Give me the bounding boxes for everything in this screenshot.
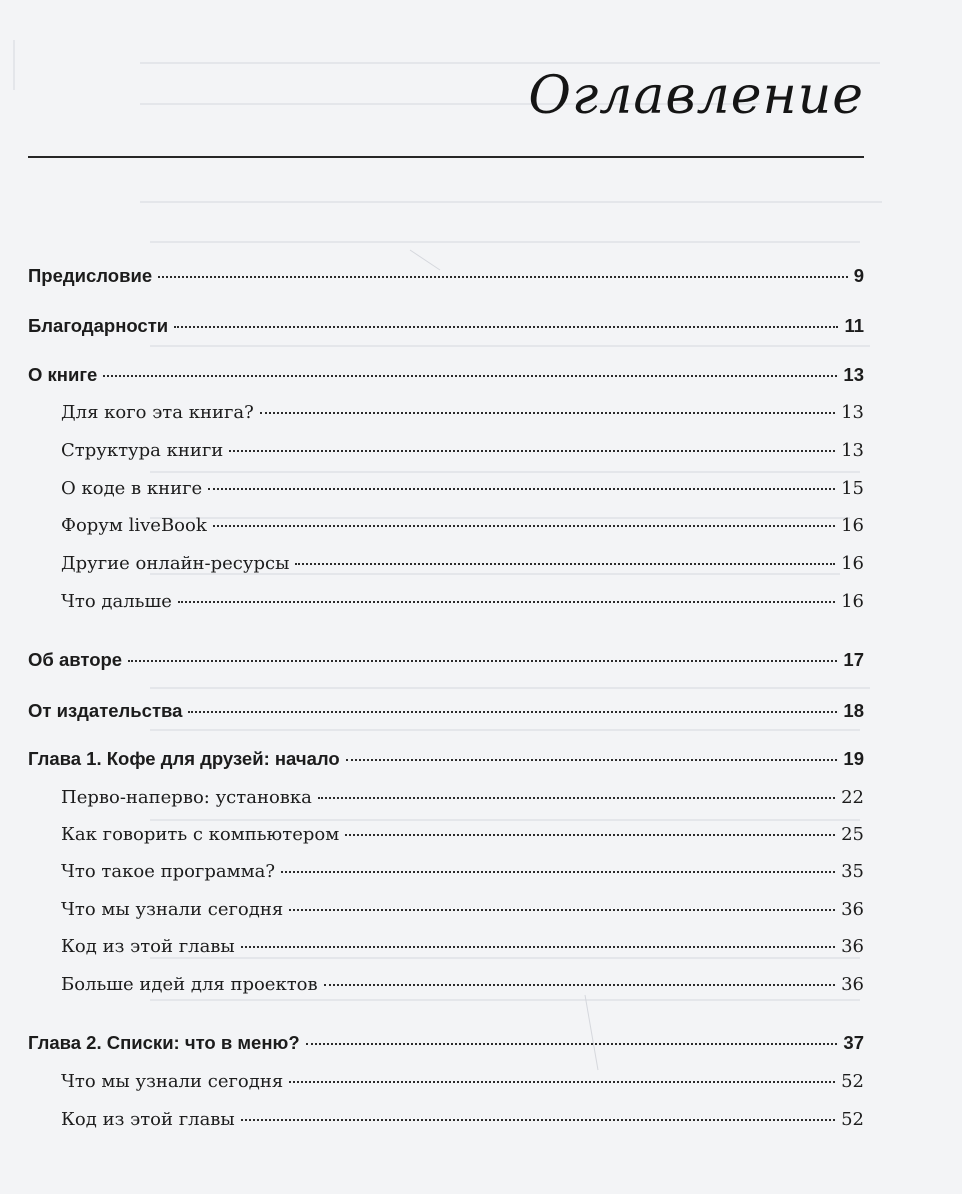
toc-entry-page: 15: [841, 478, 864, 499]
toc-entry-page: 13: [841, 440, 864, 461]
toc-subentry[interactable]: [61, 554, 864, 574]
toc-entry-label: Предисловие: [28, 265, 153, 286]
dot-leader: [295, 563, 835, 565]
toc-entry-chapter-1[interactable]: [28, 749, 864, 769]
toc-entry-label: О коде в книге: [61, 478, 203, 499]
dot-leader: [289, 1081, 835, 1083]
dot-leader: [213, 525, 835, 527]
toc-subentry[interactable]: [61, 937, 864, 957]
dot-leader: [208, 488, 835, 490]
toc-entry-about-book[interactable]: [28, 365, 864, 385]
toc-subentry[interactable]: [61, 1072, 864, 1092]
dot-leader: [128, 660, 837, 662]
dot-leader: [306, 1043, 838, 1045]
toc-entry-page: 16: [841, 553, 864, 574]
toc-subentry[interactable]: [61, 900, 864, 920]
toc-entry-page: 25: [841, 824, 864, 845]
toc-entry-label: Благодарности: [28, 315, 169, 336]
dot-leader: [241, 946, 835, 948]
toc-entry-page: 36: [841, 936, 864, 957]
dot-leader: [289, 909, 835, 911]
toc-entry-page: 13: [841, 402, 864, 423]
toc-entry-label: Форум liveBook: [61, 515, 207, 536]
toc-entry-preface[interactable]: [28, 266, 864, 286]
toc-entry-label: Что такое программа?: [61, 861, 276, 882]
toc-entry-page: 22: [841, 787, 864, 808]
toc-subentry[interactable]: [61, 441, 864, 461]
toc-entry-page: 11: [844, 315, 864, 336]
toc-subentry[interactable]: [61, 479, 864, 499]
toc-entry-chapter-2[interactable]: [28, 1033, 864, 1053]
toc-subentry[interactable]: [61, 862, 864, 882]
toc-entry-label: О книге: [28, 364, 98, 385]
dot-leader: [345, 834, 835, 836]
toc-entry-about-author[interactable]: [28, 650, 864, 670]
toc-entry-page: 37: [843, 1032, 864, 1053]
toc-entry-page: 36: [841, 974, 864, 995]
toc-entry-page: 13: [843, 364, 864, 385]
toc-subentry[interactable]: [61, 825, 864, 845]
toc-subentry[interactable]: [61, 975, 864, 995]
dot-leader: [281, 871, 835, 873]
toc-entry-from-publisher[interactable]: [28, 701, 864, 721]
toc-subentry[interactable]: [61, 403, 864, 423]
dot-leader: [241, 1119, 835, 1121]
toc-entry-label: Для кого эта книга?: [61, 402, 254, 423]
dot-leader: [174, 326, 838, 328]
toc-subentry[interactable]: [61, 1110, 864, 1130]
toc-entry-page: 52: [841, 1071, 864, 1092]
toc-subentry[interactable]: [61, 516, 864, 536]
toc-subentry[interactable]: [61, 788, 864, 808]
toc-entry-label: Глава 2. Списки: что в меню?: [28, 1032, 300, 1053]
toc-entry-label: Глава 1. Кофе для друзей: начало: [28, 748, 340, 769]
toc-entry-label: Код из этой главы: [61, 1109, 235, 1130]
toc-entry-page: 52: [841, 1109, 864, 1130]
toc-entry-label: Что мы узнали сегодня: [61, 1071, 284, 1092]
toc-entry-label: Код из этой главы: [61, 936, 235, 957]
toc-subentry[interactable]: [61, 592, 864, 612]
dot-leader: [178, 601, 835, 603]
dot-leader: [260, 412, 835, 414]
toc-entry-label: Как говорить с компьютером: [61, 824, 340, 845]
page-title: Оглавление: [528, 66, 864, 126]
toc-entry-label: Структура книги: [61, 440, 224, 461]
toc-entry-label: Об авторе: [28, 649, 123, 670]
toc-entry-label: От издательства: [28, 700, 183, 721]
dot-leader: [103, 375, 837, 377]
dot-leader: [324, 984, 835, 986]
toc-entry-page: 18: [843, 700, 864, 721]
toc-entry-label: Другие онлайн-ресурсы: [61, 553, 290, 574]
dot-leader: [318, 797, 835, 799]
toc-entry-label: Что мы узнали сегодня: [61, 899, 284, 920]
toc-entry-page: 19: [843, 748, 864, 769]
toc-entry-page: 35: [841, 861, 864, 882]
toc-entry-page: 9: [853, 265, 864, 286]
toc-entry-label: Больше идей для проектов: [61, 974, 318, 995]
toc-entry-label: Перво-наперво: установка: [61, 787, 312, 808]
toc-entry-page: 17: [843, 649, 864, 670]
toc-entry-acknowledgements[interactable]: [28, 316, 864, 336]
dot-leader: [346, 759, 838, 761]
dot-leader: [158, 276, 848, 278]
toc-entry-page: 16: [841, 515, 864, 536]
toc-entry-page: 36: [841, 899, 864, 920]
toc-entry-page: 16: [841, 591, 864, 612]
dot-leader: [229, 450, 835, 452]
toc-entry-label: Что дальше: [61, 591, 172, 612]
dot-leader: [188, 711, 837, 713]
